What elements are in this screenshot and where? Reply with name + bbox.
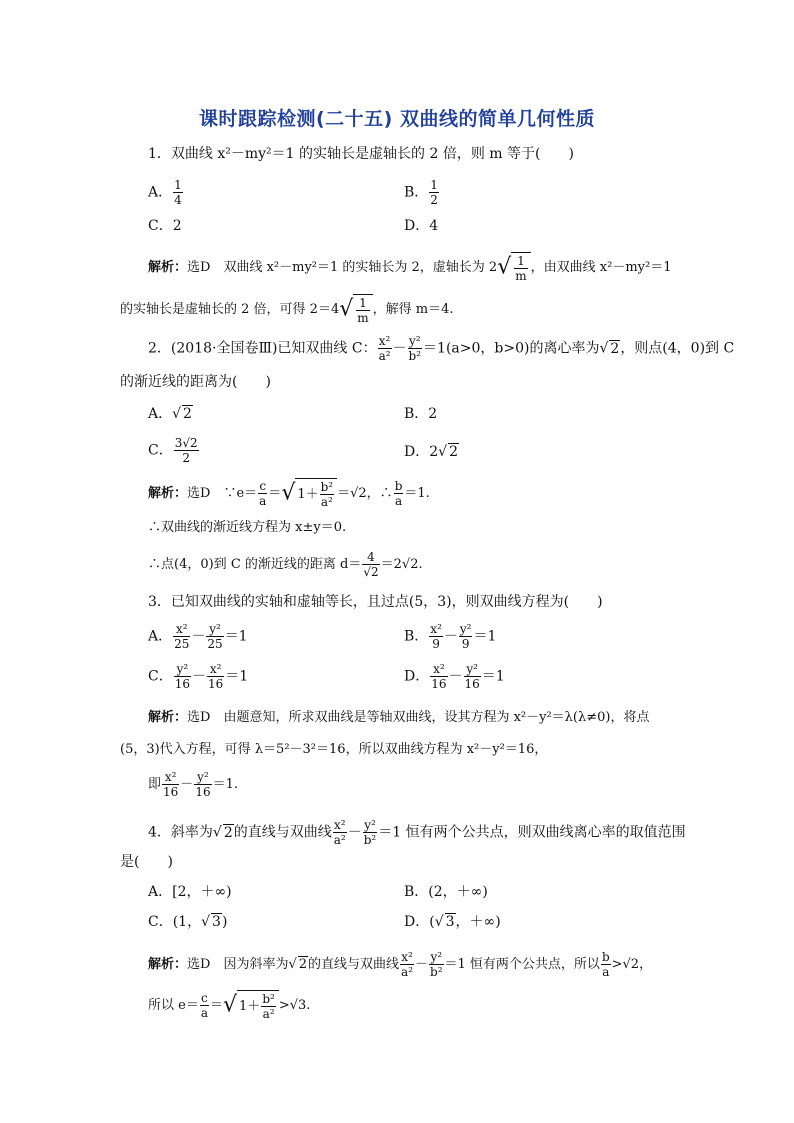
q4-option-b: B．(2，＋∞)	[404, 884, 488, 900]
q2-option-c: C． $\frac{3√2}{2}$	[148, 436, 198, 465]
q4-stem-line1: 4．斜率为√ 2的直线与双曲线 $\frac{\text{x²}}{\text{a²}}$ － $\frac{\text{y²}}{\text{b²}}$ ＝1 恒有两个公共点，则双曲线离心率的取值范围	[148, 818, 686, 847]
q2-solution-line1: 解析：选D ∵e＝ $\frac{c}{a}$ ＝√ 1＋ $\frac{\text{b²}}{\text{a²}}$ ＝√2，∴ $\frac{b}{a}$ ＝1.	[148, 479, 430, 509]
q2-option-d: D．2√ 2	[404, 444, 458, 460]
q1-option-c: C．2	[148, 218, 182, 234]
q3-solution-line1: 解析：选D 由题意知，所求双曲线是等轴双曲线，设其方程为 x²－y²＝λ(λ≠0)，将点	[148, 710, 650, 725]
q3-solution-line3: 即 $\frac{\text{x²}}{16}$ － $\frac{\text{y²}}{16}$ ＝1.	[148, 770, 238, 799]
q1-stem: 1．双曲线 x²－my²＝1 的实轴长是虚轴长的 2 倍，则 m 等于( )	[148, 146, 574, 162]
q4-option-d: D．(√ 3，＋∞)	[404, 914, 501, 930]
q2-solution-line2: ∴双曲线的渐近线方程为 x±y＝0.	[148, 520, 347, 535]
q2-option-b: B．2	[404, 406, 438, 422]
q3-solution-line2: (5，3)代入方程，可得 λ＝5²－3²＝16，所以双曲线方程为 x²－y²＝16，	[120, 742, 548, 757]
q3-option-b: B． $\frac{\text{x²}}{9}$ － $\frac{\text{y²}}{9}$ ＝1	[404, 622, 497, 651]
q1-solution-line1: 解析：选D 双曲线 x²－my²＝1 的实轴长为 2，虚轴长为 2√ $\frac{1}{m}$ ，由双曲线 x²－my²＝1	[148, 254, 672, 283]
q1-solution-line2: 的实轴长是虚轴长的 2 倍，可得 2＝4√ $\frac{1}{m}$ ，解得 m＝4.	[120, 296, 454, 325]
q2-stem-line2: 的渐近线的距离为( )	[120, 374, 271, 390]
q3-option-c: C． $\frac{\text{y²}}{16}$ － $\frac{\text{x²}}{16}$ ＝1	[148, 662, 249, 691]
q1-option-a: A． $\frac{1}{4}$	[148, 178, 182, 207]
q4-option-a: A．[2，＋∞)	[148, 884, 232, 900]
q2-solution-line3: ∴点(4，0)到 C 的渐近线的距离 d＝ $\frac{4}{√2}$ ＝2√2.	[148, 550, 423, 579]
q3-option-d: D． $\frac{\text{x²}}{16}$ － $\frac{\text{y²}}{16}$ ＝1	[404, 662, 505, 691]
q1-option-d: D．4	[404, 218, 439, 234]
page-title: 课时跟踪检测(二十五) 双曲线的简单几何性质	[199, 108, 595, 130]
q3-stem: 3．已知双曲线的实轴和虚轴等长，且过点(5，3)，则双曲线方程为( )	[148, 594, 603, 610]
q4-solution-line1: 解析：选D 因为斜率为√ 2的直线与双曲线 $\frac{\text{x²}}{\text{a²}}$ － $\frac{\text{y²}}{\text{b²}}$ ＝1 恒有两个公共点，所以 $\frac{b}{a}$ >√2，	[148, 950, 653, 979]
q3-option-a: A． $\frac{\text{x²}}{25}$ － $\frac{\text{y²}}{25}$ ＝1	[148, 622, 248, 651]
q1-option-b: B． $\frac{1}{2}$	[404, 178, 438, 207]
q2-stem-line1: 2．(2018·全国卷Ⅲ)已知双曲线 C： $\frac{\text{x²}}{\text{a²}}$ － $\frac{\text{y²}}{\text{b²}}$ ＝1(a>0，b>0)的离心率为√ 2，则点(4，0)到 C	[148, 334, 735, 363]
q4-stem-line2: 是( )	[120, 854, 173, 870]
q2-option-a: A．√ 2	[148, 406, 192, 422]
q4-solution-line2: 所以 e＝ $\frac{c}{a}$ ＝√ 1＋ $\frac{\text{b²}}{\text{a²}}$ >√3.	[148, 991, 311, 1021]
q4-option-c: C．(1，√ 3)	[148, 914, 228, 930]
